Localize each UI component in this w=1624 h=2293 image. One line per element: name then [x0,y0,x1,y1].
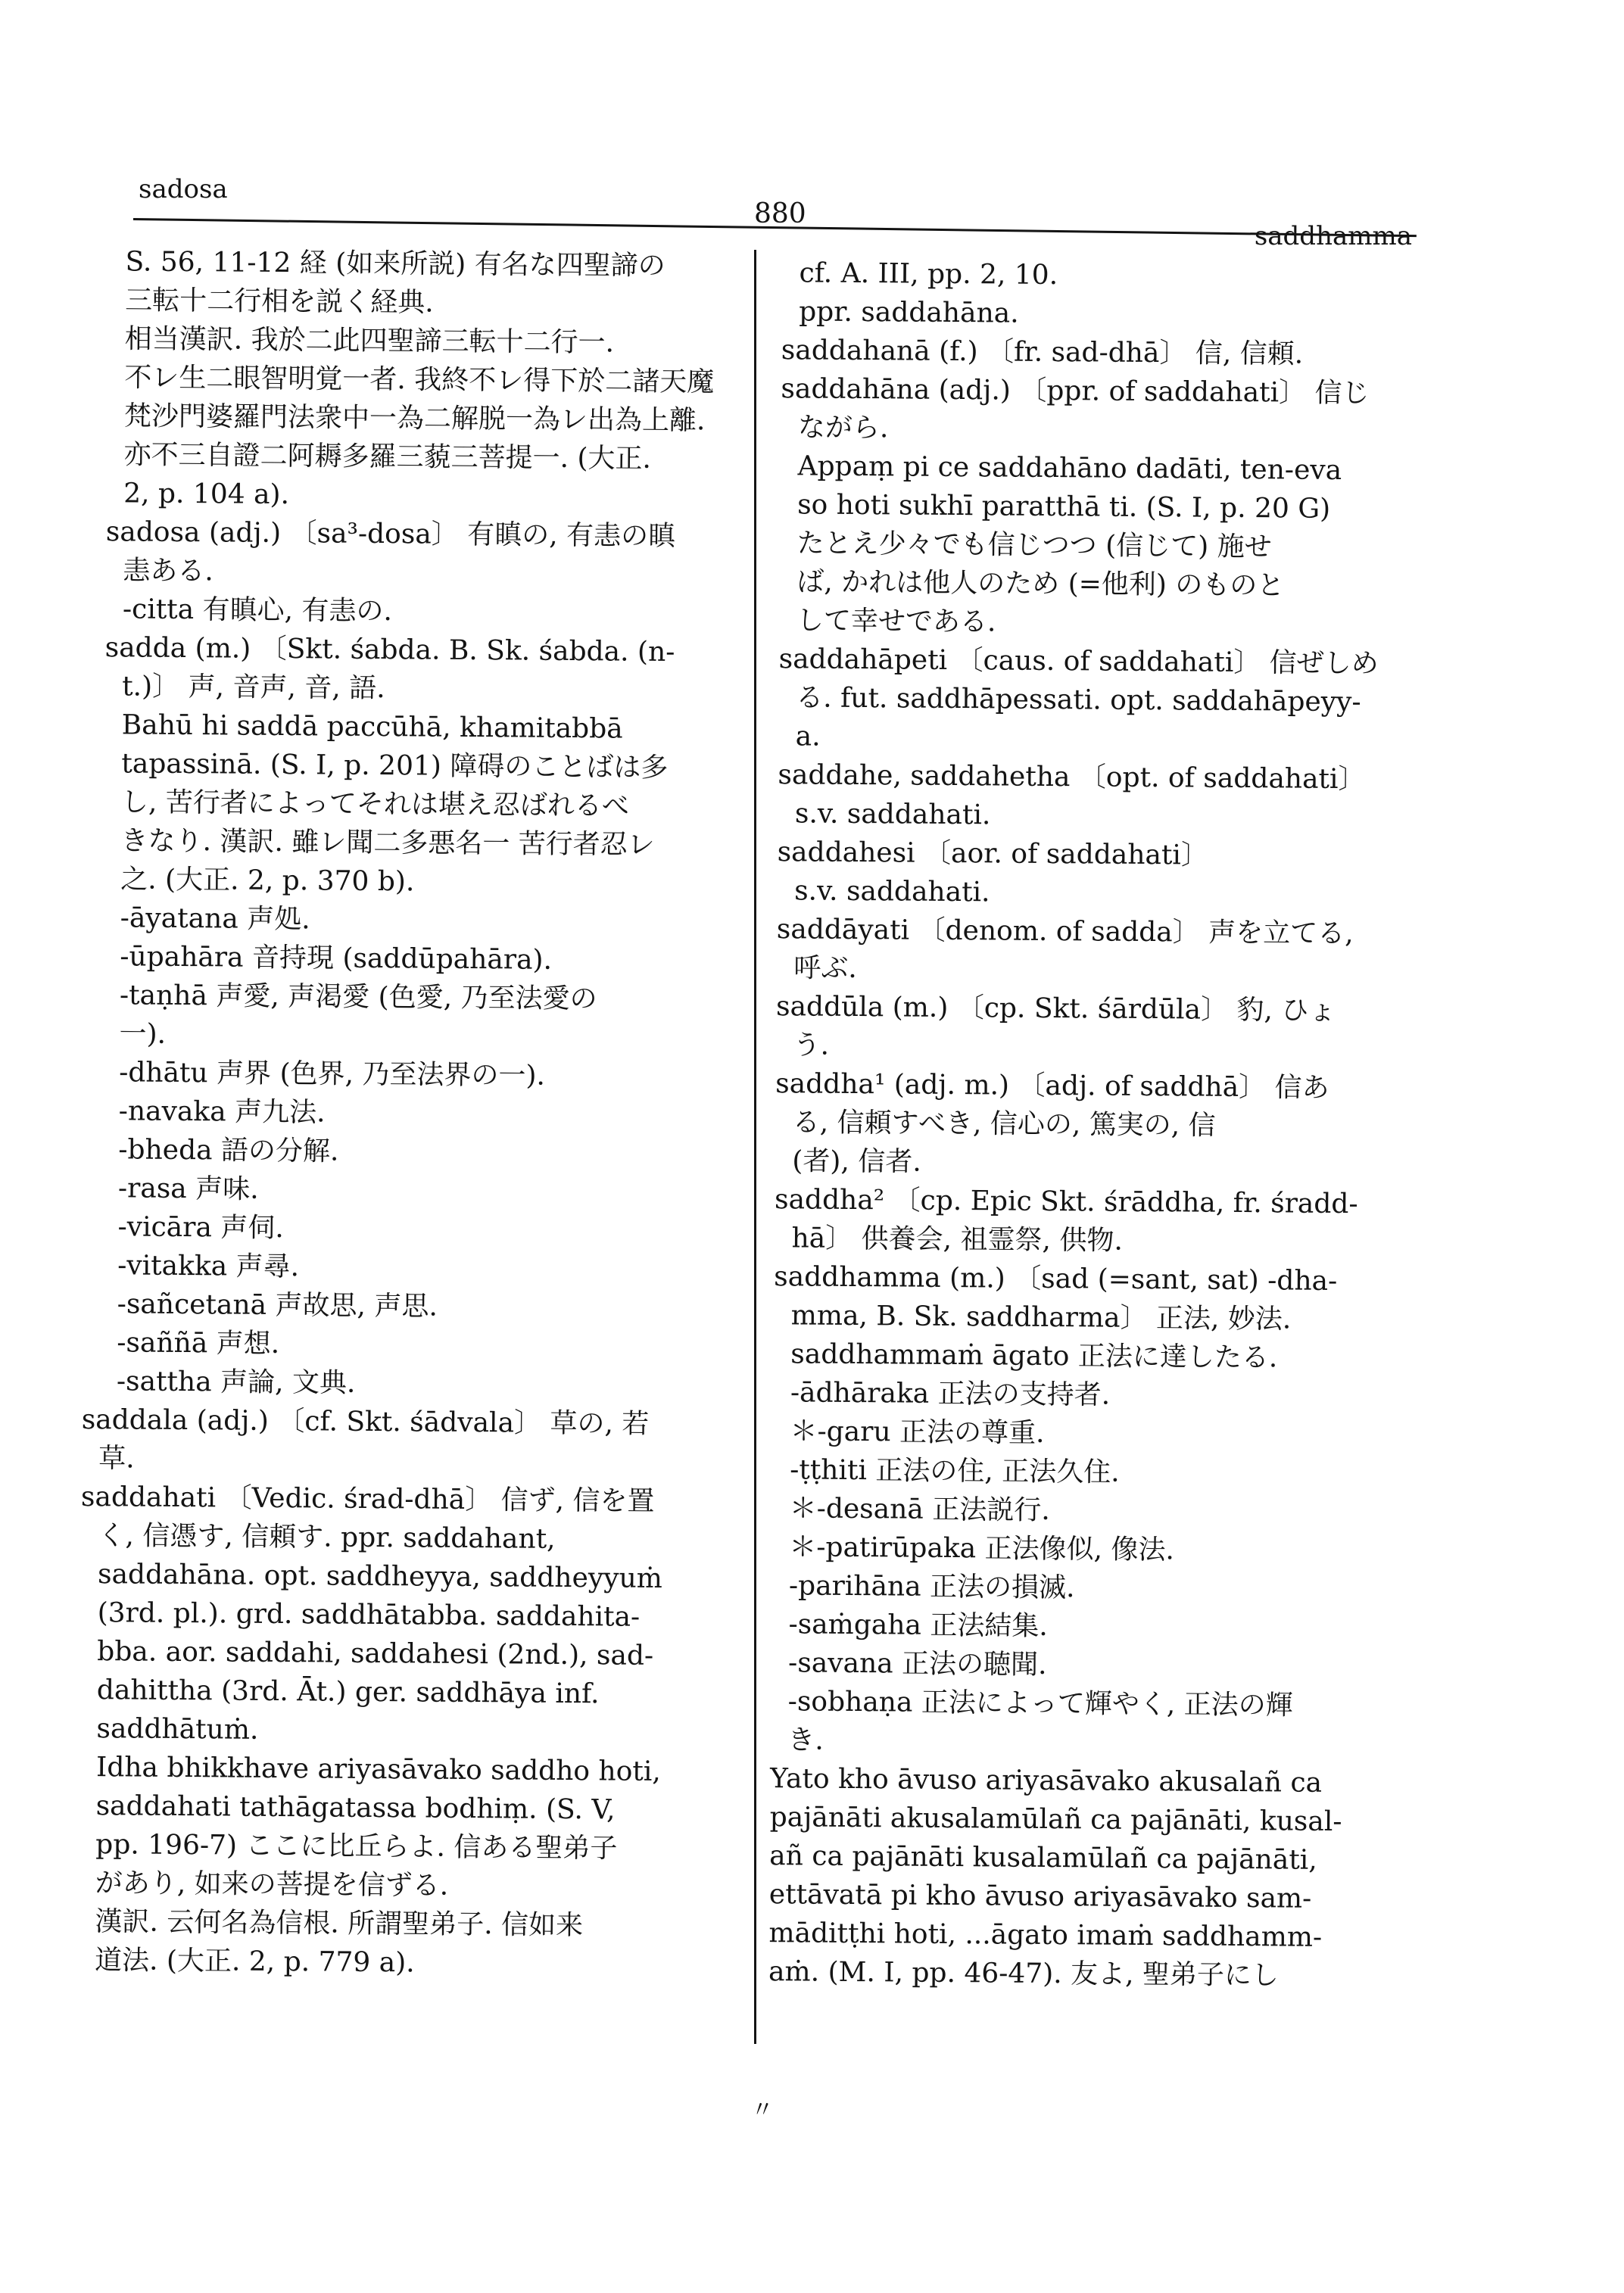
text-line: saddahati 〔Vedic. śrad-dhā〕 信ず, 信を置 [80,1481,655,1517]
text-line: ＊-desanā 正法説行. [754,1492,1050,1527]
text-line: saddha² 〔cp. Epic Skt. śrāddha, fr. śradd- [757,1183,1358,1220]
text-line: bba. aor. saddahi, saddahesi (2nd.), sad- [79,1635,654,1671]
text-line: hā〕 供養会, 祖霊祭, 供物. [756,1222,1124,1257]
text-line: saddhammaṁ āgato 正法に達したる. [756,1338,1278,1374]
text-line: -sattha 声論, 文典. [82,1365,356,1399]
text-line: saddahāpeti 〔caus. of saddahati〕 信ぜしめ [761,643,1379,680]
text-line: saddahāna (adj.) 〔ppr. of saddahati〕 信じ [763,372,1370,410]
text-line: -parihāna 正法の損滅. [754,1569,1075,1604]
text-line: 一). [84,1017,167,1050]
text-line: saddala (adj.) 〔cf. Skt. śādvala〕 草の, 若 [81,1404,650,1440]
page-number: 880 [754,198,806,229]
text-line: ながら. [763,411,889,444]
text-line: -rasa 声味. [83,1172,259,1205]
text-line: ＊-garu 正法の尊重. [755,1415,1045,1449]
text-line: 草. [81,1442,135,1475]
text-line: Yato kho āvuso ariyasāvako akusalañ ca [753,1762,1323,1799]
text-line: 相当漢訳. 我於二此四聖諦三転十二行一. [89,322,615,359]
text-line: 亦不三自證二阿耨多羅三藐三菩提一. (大正. [89,438,652,475]
text-line: s.v. saddahati. [759,874,990,908]
text-line: 漢訳. 云何名為信根. 所謂聖弟子. 信如来 [77,1905,584,1942]
text-line: saddahe, saddahetha 〔opt. of saddahati〕 [760,759,1366,796]
text-line: -vitakka 声尋. [83,1249,300,1283]
text-line: t.)〕 声, 音声, 音, 語. [87,670,385,705]
text-line: -sobhaṇa 正法によって輝やく, 正法の輝 [753,1685,1293,1721]
text-line: pp. 196-7) ここに比丘らよ. 信ある聖弟子 [78,1828,618,1865]
text-line: -saṁgaha 正法結集. [753,1608,1048,1642]
text-line: -savana 正法の聴聞. [753,1647,1047,1681]
text-line: く, 信憑す, 信頼す. ppr. saddahant, [80,1519,556,1555]
text-line: -dhātu 声界 (色界, 乃至法界の一). [84,1056,546,1092]
text-line: (3rd. pl.). grd. saddhātabba. saddahita- [79,1597,641,1633]
text-line: S. 56, 11-12 経 (如来所説) 有名な四聖諦の [90,245,665,282]
text-line: -ādhāraka 正法の支持者. [756,1376,1111,1411]
text-line: 道法. (大正. 2, p. 779 a). [77,1944,415,1979]
text-line: 梵沙門婆羅門法衆中一為二解脱一為レ出為上離. [89,400,706,437]
text-line: pajānāti akusalamūlañ ca pajānāti, kusal- [752,1801,1342,1838]
text-line: saddahesi 〔aor. of saddahati〕 [759,836,1209,871]
text-line: aṁ. (M. I, pp. 46-47). 友よ, 聖弟子にし [751,1955,1280,1992]
text-line: Idha bhikkhave ariyasāvako saddho hoti, [79,1751,661,1787]
text-line: る, 信頼すべき, 信心の, 篤実の, 信 [757,1106,1216,1142]
stray-mark: 〃 [751,2097,774,2123]
text-line: して幸せである. [762,604,996,638]
text-line: う. [758,1029,830,1061]
right-guide-word: saddhamma [1254,221,1412,251]
text-line: saddhātuṁ. [79,1712,259,1746]
text-line: 不レ生二眼智明覚一者. 我終不レ得下於二諸天魔 [89,361,715,398]
text-line: 三転十二行相を説く経典. [90,284,434,319]
text-line: る. fut. saddhāpessati. opt. saddahāpeyy- [761,681,1361,718]
text-line: ＊-patirūpaka 正法像似, 像法. [754,1531,1175,1566]
left-column [77,242,742,1985]
text-line: Appaṃ pi ce saddahāno dadāti, ten-eva [762,450,1342,486]
text-line: sadda (m.) 〔Skt. śabda. B. Sk. śabda. (n- [87,631,675,668]
text-line: saddāyati 〔denom. of sadda〕 声を立てる, [759,913,1354,950]
text-line: sadosa (adj.) 〔sa³-dosa〕 有瞋の, 有恚の瞋 [88,516,676,553]
text-line: saddahāna. opt. saddheyya, saddheyyuṁ [80,1558,663,1594]
text-line: きなり. 漢訳. 雖レ聞二多悪名一 苦行者忍レ [86,824,655,861]
text-line: -ūpahāra 音持現 (saddūpahāra). [85,940,553,976]
text-line: (者), 信者. [757,1145,921,1178]
text-line: 恚ある. [88,554,214,587]
left-guide-word: sadosa [139,174,228,204]
text-line: mma, B. Sk. saddharma〕 正法, 妙法. [756,1299,1292,1335]
right-column [751,254,1416,1996]
text-line: -āyatana 声処. [85,902,310,936]
text-line: -taṇhā 声愛, 声渇愛 (色愛, 乃至法愛の [85,979,597,1015]
text-line: cf. A. III, pp. 2, 10. [764,257,1058,291]
text-line: saddahati tathāgatassa bodhiṃ. (S. V, [78,1790,616,1826]
text-line: 2, p. 104 a). [89,477,290,511]
text-line: s.v. saddahati. [760,797,991,831]
text-line: -navaka 声九法. [83,1095,326,1129]
text-line: -ṭṭhiti 正法の住, 正法久住. [755,1453,1120,1488]
text-line: -saññā 声想. [82,1326,280,1360]
text-line: Bahū hi saddā paccūhā, khamitabbā [86,709,623,745]
text-line: -citta 有瞋心, 有恚の. [88,593,393,628]
text-line: -vicāra 声伺. [83,1210,284,1245]
text-line: し, 苦行者によってそれは堪え忍ばれるべ [86,786,630,822]
text-line: たとえ少々でも信じつつ (信じて) 施せ [762,527,1272,563]
text-line: ば, かれは他人のため (=他利) のものと [762,565,1285,602]
text-line: ettāvatā pi kho āvuso ariyasāvako sam- [751,1878,1312,1914]
text-line: saddha¹ (adj. m.) 〔adj. of saddhā〕 信あ [758,1067,1329,1104]
text-line: māditṭhi hoti, ...āgato imaṁ saddhamm- [751,1917,1323,1953]
text-line: 呼ぶ. [759,952,857,984]
text-line: añ ca pajānāti kusalamūlañ ca pajānāti, [752,1840,1317,1876]
text-line: 之. (大正. 2, p. 370 b). [86,863,415,898]
text-line: a. [760,720,821,752]
text-line: so hoti sukhī paratthā ti. (S. I, p. 20 G) [762,488,1331,525]
text-line: dahittha (3rd. Āt.) ger. saddhāya inf. [79,1674,600,1710]
text-line: き. [753,1724,824,1756]
text-line: -sañcetanā 声故思, 声思. [82,1288,438,1323]
text-line: -bheda 語の分解. [83,1133,339,1167]
text-line: saddūla (m.) 〔cp. Skt. śārdūla〕 豹, ひょ [759,990,1336,1027]
text-line: ppr. saddahāna. [764,295,1019,329]
text-line: saddhamma (m.) 〔sad (=sant, sat) -dha- [756,1260,1338,1297]
text-line: saddahanā (f.) 〔fr. sad-dhā〕 信, 信頼. [763,334,1304,370]
text-line: があり, 如来の菩提を信ずる. [77,1867,449,1902]
text-line: tapassinā. (S. I, p. 201) 障碍のことばは多 [86,747,669,784]
